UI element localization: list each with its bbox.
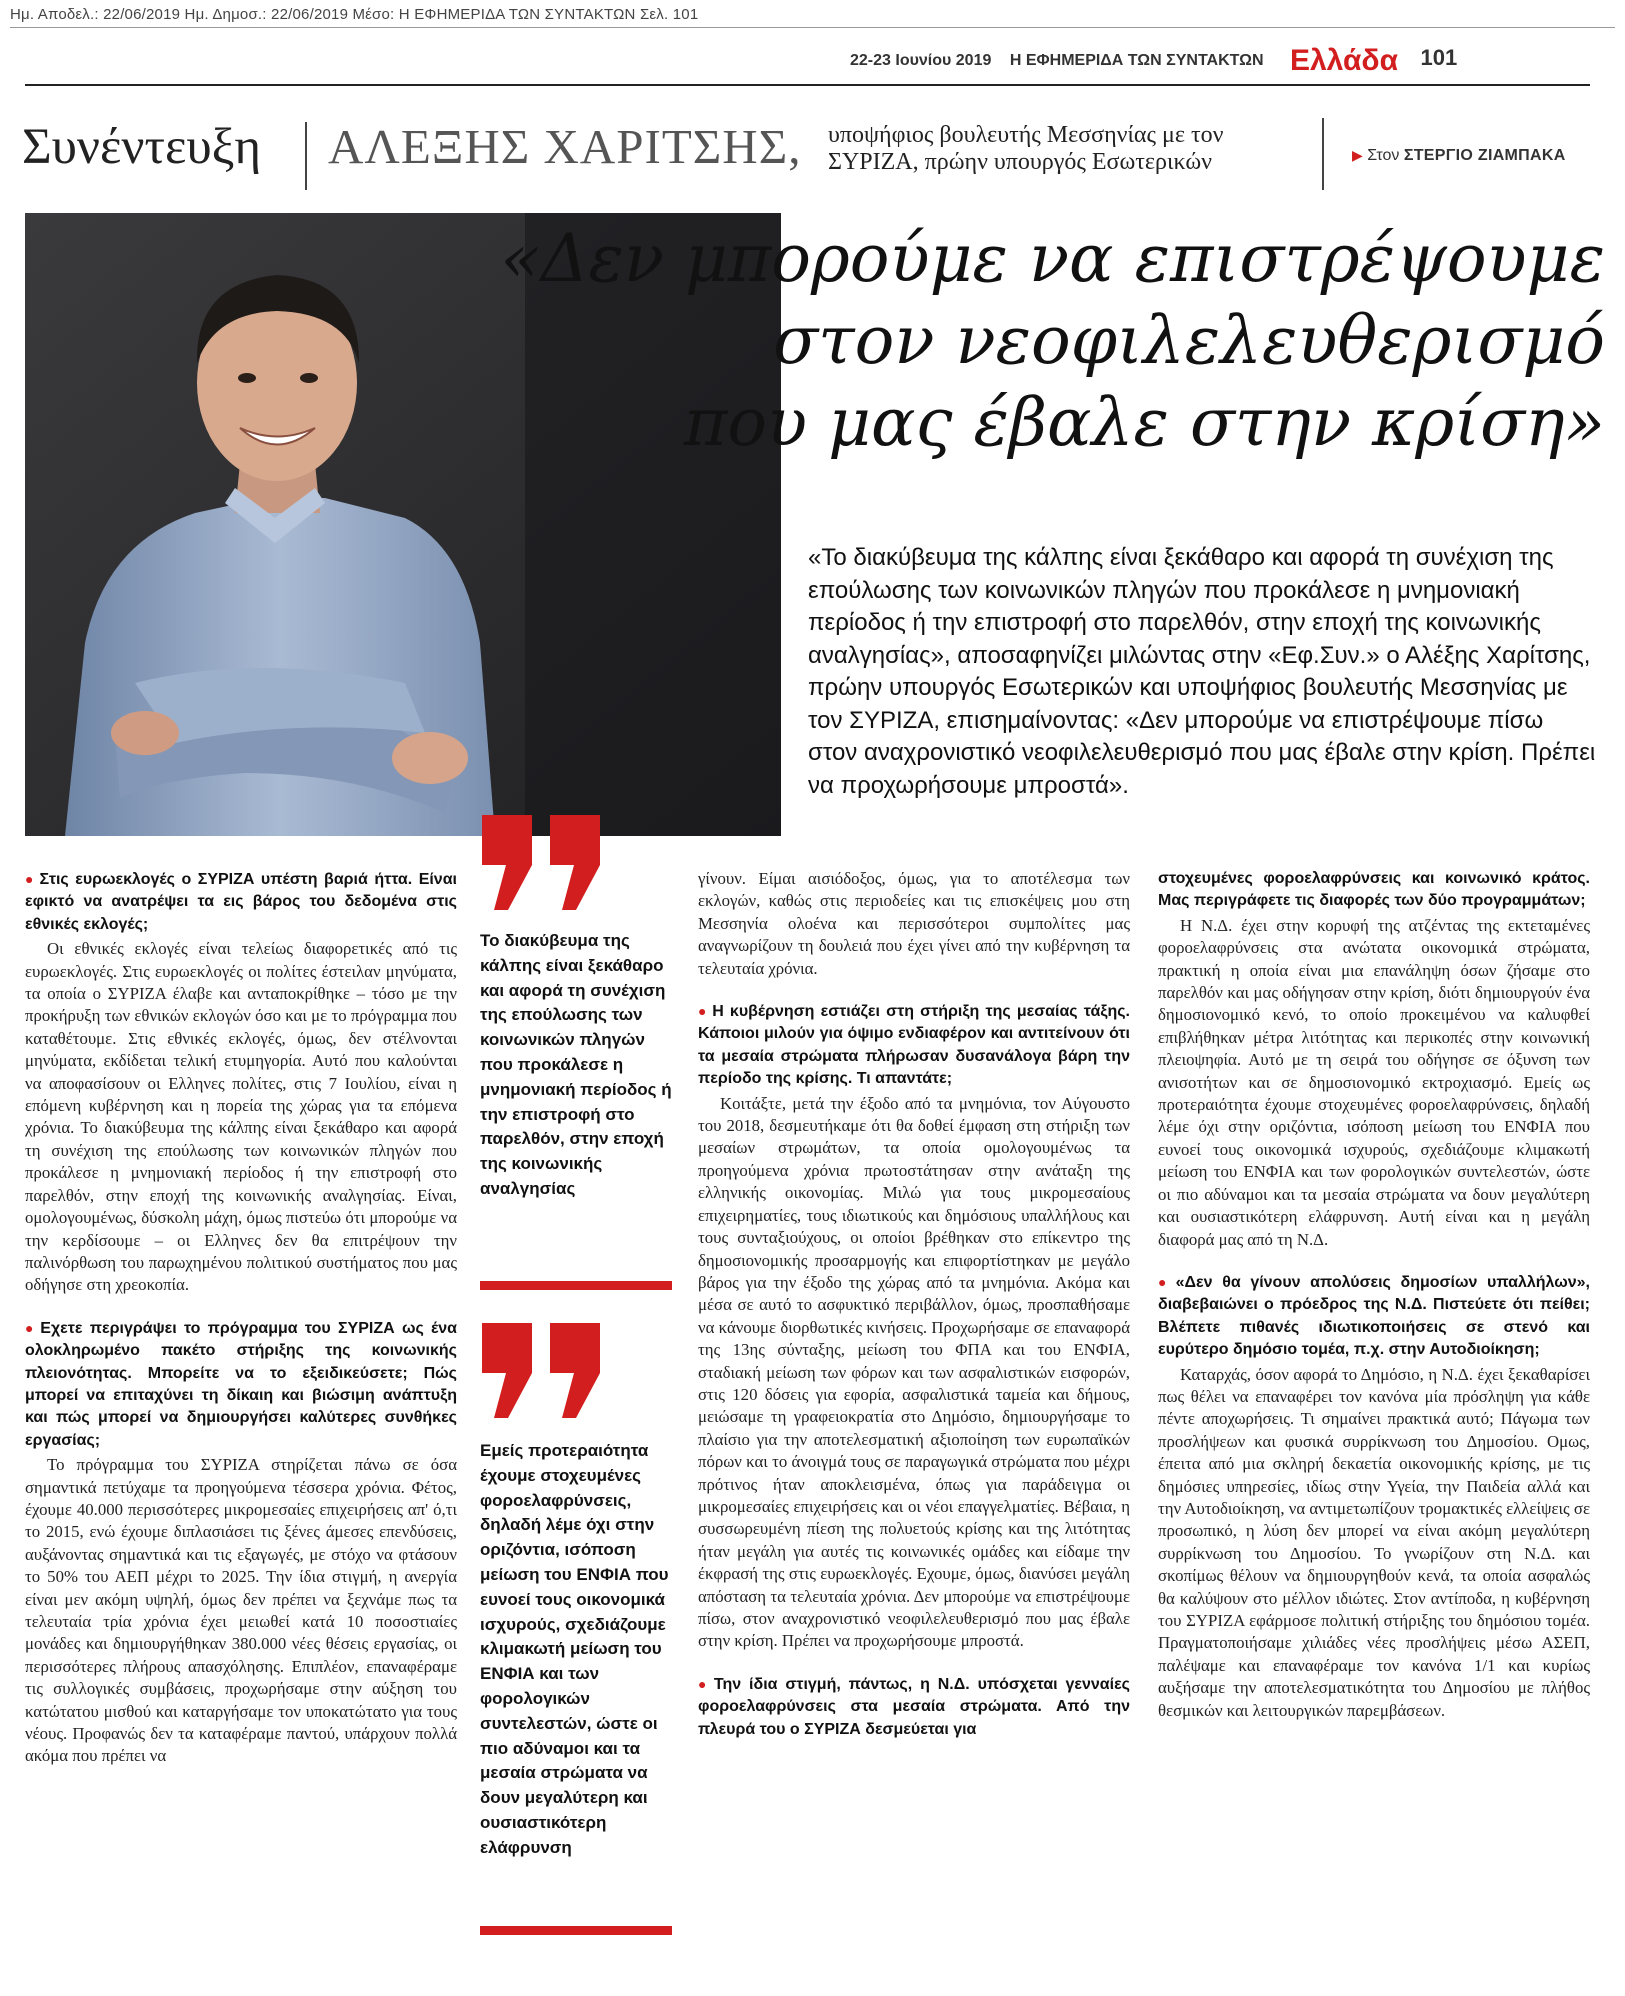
- byline-prefix: Στον: [1367, 147, 1400, 164]
- article-column-1: [25, 868, 457, 1768]
- masthead-page: 101: [1420, 45, 1458, 71]
- question-4-text: Την ίδια στιγμή, πάντως, η Ν.Δ. υπόσχεται γενναίες φοροελαφρύνσεις στα μεσαία στρώματα. Από την πλευρά του ο ΣΥΡΙΖΑ δεσμεύεται για: [698, 1675, 1130, 1738]
- answer-continued: γίνουν. Είμαι αισιόδοξος, όμως, για το αποτέλεσμα των εκλογών, καθώς στις περιοδείες και τις επισκέψεις μου στη Μεσσηνία ολοένα και περισσότεροι συμπολίτες μας αναγνωρίζουν τη δουλειά που έχει γίνει από την κυβέρνηση τα τελευταία χρόνια.: [698, 869, 1130, 978]
- spacer: [1158, 1251, 1590, 1271]
- quote-mark-icon: [480, 1323, 610, 1418]
- article-column-3: [698, 868, 1130, 1743]
- pull-quote-2-text: Εμείς προτεραιότητα έχουμε στοχευμένες φοροελαφρύνσεις, δηλαδή λέμε όχι στην οριζόντια, ισόποση μείωση του ΕΝΦΙΑ που ευνοεί τους οικονομικά ισχυρούς, σχεδιάζουμε κλιμακωτή μείωση του ΕΝΦΙΑ και των φορολογικών συντελεστών, ώστε οι πιο αδύναμοι και τα μεσαία στρώματα να δουν μεγαλύτερη και ουσιαστικότερη ελάφρυνση: [480, 1441, 669, 1857]
- headline-line-1: «Δεν μπορούμε να επιστρέψουμε: [500, 220, 1605, 297]
- headline: [445, 218, 1605, 464]
- byline-arrow-icon: ▶: [1352, 147, 1363, 163]
- spacer: [25, 1297, 457, 1317]
- question-2-text: Εχετε περιγράψει το πρόγραμμα του ΣΥΡΙΖΑ ως ένα ολοκληρωμένο πακέτο στήριξης της κοινωνικής πλειονότητας. Μπορείτε να το εξειδικεύσετε; Πώς μπορεί να επιταχύνει τη δίκαιη και βιώσιμη ανάπτυξη και πώς μπορεί να δημιουργήσει καλύτερες συνθήκες εργασίας;: [25, 1319, 457, 1449]
- reporter-byline: [1352, 147, 1566, 165]
- answer-2: Το πρόγραμμα του ΣΥΡΙΖΑ στηρίζεται πάνω σε όσα σημαντικά πετύχαμε τα προηγούμενα τέσσερα χρόνια. Φέτος, έχουμε 40.000 περισσότερες μικρομεσαίες επιχειρήσεις απ' ό,τι το 2015, ενώ έχουμε διπλασιάσει τις ξένες άμεσες επενδύσεις, αυξάνοντας σημαντικά και τις εξαγωγές, με στόχο να φτάσουν το 50% του ΑΕΠ μέχρι το 2025. Την ίδια στιγμή, η ανεργία είναι μεν ακόμη υψηλή, όμως δεν πρέπει να ξεχνάμε πως τα τελευταία τρία χρόνια έχει μειωθεί κατά 10 ποσοστιαίες μονάδες και δημιουργήθηκαν 380.000 νέες θέσεις εργασίας, οι περισσότερες πλήρους απασχόλησης. Επιπλέον, επαναφέραμε τις συλλογικές συμβάσεις, προχωρήσαμε στην αύξηση του κατώτατου μισθού και καταργήσαμε τον υποκατώτατο για τους νέους. Προφανώς δεν τα καταφέραμε παντού, υπάρχουν πολλά ακόμα που πρέπει να: [25, 1455, 457, 1766]
- question-3-text: Η κυβέρνηση εστιάζει στη στήριξη της μεσαίας τάξης. Κάποιοι μιλούν για όψιμο ενδιαφέρον και αντιτείνουν ότι τα μεσαία στρώματα πλήρωσαν δυσανάλογα βάρη την περίοδο της κρίσης. Τι απαντάτε;: [698, 1003, 1130, 1088]
- question-3: [698, 1000, 1130, 1091]
- question-1-text: Στις ευρωεκλογές ο ΣΥΡΙΖΑ υπέστη βαριά ήττα. Είναι εφικτό να ανατρέψει τα εις βάρος του δεδομένα στις εθνικές εκλογές;: [25, 871, 457, 933]
- question-4-continued: στοχευμένες φοροελαφρύνσεις και κοινωνικό κράτος. Μας περιγράφετε τις διαφορές των δύο προγραμμάτων;: [1158, 870, 1590, 910]
- answer-5: Καταρχάς, όσον αφορά το Δημόσιο, η Ν.Δ. έχει ξεκαθαρίσει πως θέλει να επαναφέρει τον κανόνα μία πρόσληψη για κάθε πέντε αποχωρήσεις. Τι σημαίνει πρακτικά αυτό; Πάγωμα των προσλήψεων και φυσικά συρρίκνωση του Δημοσίου. Ομως, έπειτα από μια σκληρή δεκαετία οικονομικής κρίσης, με τις δημόσιες υπηρεσίες, ιδίως στην Υγεία, την Παιδεία αλλά και την Αυτοδιοίκηση, να αντιμετωπίζουν τρομακτικές ελλείψεις σε προσωπικό, η λύση δεν μπορεί να είναι ακόμη μεγαλύτερη συρρίκνωση του Δημοσίου. Το γνωρίζουν στη Ν.Δ. και σκοπίμως θέλουν να δημιουργηθούν κενά, τα οποία ασφαλώς θα καλύψουν στο μέλλον ιδιώτες. Στον αντίποδα, η κυβέρνηση του ΣΥΡΙΖΑ εφάρμοσε πολιτική στήριξης του δημόσιου τομέα. Πραγματοποιήσαμε χιλιάδες νέες προσλήψεις μέσω ΑΣΕΠ, παλέψαμε και επαναφέραμε τον κανόνα 1/1 και κυρίως αυξήσαμε την αποτελεσματικότητα του Δημοσίου με πλήθος θεσμικών και λειτουργικών παρεμβάσεων.: [1158, 1364, 1590, 1720]
- interviewee-description: υποψήφιος βουλευτής Μεσσηνίας με τον ΣΥΡΙΖΑ, πρώην υπουργός Εσωτερικών: [828, 122, 1224, 175]
- answer-4: Η Ν.Δ. έχει στην κορυφή της ατζέντας της εκτεταμένες φοροελαφρύνσεις στα ανώτατα οικονομικά στρώματα, πρακτική η οποία είναι μια επανάληψη όσων ζήσαμε στο παρελθόν και μας οδήγησαν στην κρίση, διότι δημιουργούν ένα δημοσιονομικό κενό, το οποίο προκειμένου να καλυφθεί επιβλήθηκαν μέτρα λιτότητας και περικοπές στην κοινωνική πλειοψηφία. Αυτό με τη σειρά του οδήγησε σε όξυνση των ανισοτήτων και σε δημοσιονομικό εκτροχιασμό. Εμείς ως προτεραιότητα έχουμε στοχευμένες φοροελαφρύνσεις, δηλαδή λέμε όχι στην οριζόντια, ισόποση μείωση του ΕΝΦΙΑ που ευνοεί τους οικονομικά ισχυρούς, σχεδιάζουμε κλιμακωτή μείωση του ΕΝΦΙΑ και των φορολογικών συντελεστών, ώστε οι πιο αδύναμοι και τα μεσαία στρώματα να δουν μεγαλύτερη και ουσιαστικότερη ελάφρυνση. Αυτή είναι και η μεγάλη διαφορά μας από τη Ν.Δ.: [1158, 915, 1590, 1249]
- header-divider-2: [1322, 118, 1324, 190]
- spacer: [698, 980, 1130, 1000]
- interviewee-name: ΑΛΕΞΗΣ ΧΑΡΙΤΣΗΣ,: [328, 119, 802, 174]
- pull-quote-1: [480, 815, 672, 1202]
- bullet-icon: ●: [698, 1675, 710, 1692]
- pull-quote-1-text: Το διακύβευμα της κάλπης είναι ξεκάθαρο και αφορά τη συνέχιση της επούλωσης των κοινωνικών πληγών που προκάλεσε η μνημονιακή περίοδος ή την επιστροφή στο παρελθόν, στην εποχή της κοινωνικής αναλγησίας: [480, 931, 672, 1198]
- masthead-rule: [25, 84, 1590, 86]
- lede-paragraph: «Το διακύβευμα της κάλπης είναι ξεκάθαρο και αφορά τη συνέχιση της επούλωσης των κοινωνικών πληγών που προκάλεσε η μνημονιακή περίοδος ή την επιστροφή στο παρελθόν, στην εποχή της κοινωνικής αναλγησίας», αποσαφηνίζει μιλώντας στην «Εφ.Συν.» ο Αλέξης Χαρίτσης, πρώην υπουργός Εσωτερικών και υποψήφιος βουλευτής Μεσσηνίας με τον ΣΥΡΙΖΑ, επισημαίνοντας: «Δεν μπορούμε να επιστρέψουμε πίσω στον αναχρονιστικό νεοφιλελευθερισμό που μας έβαλε στην κρίση. Πρέπει να προχωρήσουμε μπροστά».: [808, 544, 1596, 799]
- question-5: [1158, 1271, 1590, 1362]
- bullet-icon: ●: [25, 871, 36, 887]
- bullet-icon: ●: [1158, 1273, 1172, 1290]
- headline-line-2: στον νεοφιλελευθερισμό: [773, 302, 1605, 379]
- answer-1: Οι εθνικές εκλογές είναι τελείως διαφορετικές από τις ευρωεκλογές. Στις ευρωεκλογές οι πολίτες έστειλαν μηνύματα, τα οποία ο ΣΥΡΙΖΑ έλαβε και ανταποκρίθηκε – τόσο με την προκήρυξη των εθνικών εκλογών όσο και με το πρόγραμμα που καταθέτουμε. Στις εθνικές εκλογές, όμως, δεν στέλνονται μηνύματα, εκδίδεται τελική ετυμηγορία. Αυτό που καλούνται να αποφασίσουν οι Ελληνες πολίτες, στις 7 Ιουλίου, είναι η επόμενη κυβέρνηση και η πορεία της χώρας για τα επόμενα χρόνια. Το διακύβευμα της κάλπης είναι ξεκάθαρο και αφορά τη συνέχιση της επούλωσης των κοινωνικών πληγών που προκάλεσε η μνημονιακή περίοδος ή την επιστροφή στο παρελθόν, στην εποχή της κοινωνικής αναλγησίας. Είναι, ομολογουμένως, δύσκολη μάχη, όμως πιστεύω ότι μπορούμε να την κερδίσουμε – οι Ελληνες δεν θα επιτρέψουν την παλινόρθωση του παρωχημένου πολιτικού συστήματος που μας οδήγησε στη χρεοκοπία.: [25, 939, 457, 1295]
- article-column-4: [1158, 868, 1590, 1722]
- header-divider: [305, 122, 307, 190]
- question-4: [698, 1673, 1130, 1741]
- bullet-icon: ●: [25, 1319, 37, 1336]
- spacer: [698, 1653, 1130, 1673]
- pull-quote-rule: [480, 1281, 672, 1290]
- question-2: [25, 1317, 457, 1452]
- answer-3: Κοιτάξτε, μετά την έξοδο από τα μνημόνια, τον Αύγουστο του 2018, δεσμευτήκαμε ότι θα δοθεί έμφαση στη στήριξη των μεσαίων στρωμάτων, τα οποία ομολογουμένως τα προηγούμενα χρόνια πρωτοστάτησαν στην ανάταξη της ελληνικής οικονομίας. Μιλώ για τους μικρομεσαίους επιχειρηματίες, τους ιδιωτικούς και δημόσιους υπαλλήλους και τους συνταξιούχους, οι οποίοι βρέθηκαν στο επίκεντρο της δημοσιονομικής προσαρμογής και επιφορτίστηκαν με μεγάλο βάρος για την έξοδο της χώρας από τα μνημόνια. Ακόμα και μέσα σε αυτό το ασφυκτικό περιβάλλον, όμως, προσπαθήσαμε να κάνουμε διορθωτικές κινήσεις. Προχωρήσαμε σε επαναφορά της 13ης σύνταξης, μείωση του ΦΠΑ και του ΕΝΦΙΑ, σταδιακή μείωση των φόρων και των ασφαλιστικών εισφορών, στις 120 δόσεις για εφορία, ασφαλιστικά ταμεία και δήμους, μειώσαμε τη γραφειοκρατία στο Δημόσιο, δημιουργήσαμε το πλαίσιο για την αποτελεσματική αξιοποίηση των ευρωπαϊκών πόρων και το άνοιγμά τους σε παραγωγικά στρώματα που μέχρι πρότινος ήταν αποκλεισμένα, όπως για παράδειγμα οι μικρομεσαίες επιχειρήσεις και οι νέοι επαγγελματίες. Βέβαια, η συσσωρευμένη πίεση της πολυετούς κρίσης και της λιτότητας ήταν μεγάλη για αυτές τις κοινωνικές ομάδες και είδαμε την έκφρασή της στις ευρωεκλογές. Εχουμε, όμως, διανύσει μεγάλη απόσταση τα τελευταία χρόνια. Δεν μπορούμε να επιστρέψουμε πίσω, στον αναχρονιστικό νεοφιλελευθερισμό που μας έβαλε στην κρίση. Πρέπει να προχωρήσουμε μπροστά.: [698, 1093, 1130, 1651]
- masthead-date: 22-23 Ιουνίου 2019: [850, 52, 992, 70]
- masthead-section: Ελλάδα: [1289, 44, 1399, 77]
- section-label: Συνέντευξη: [22, 119, 262, 175]
- clipping-info: Ημ. Αποδελ.: 22/06/2019 Ημ. Δημοσ.: 22/06/2019 Μέσο: Η ΕΦΗΜΕΡΙΔΑ ΤΩΝ ΣΥΝΤΑΚΤΩΝ Σελ. 101: [10, 6, 699, 23]
- masthead-paper: Η ΕΦΗΜΕΡΙΔΑ ΤΩΝ ΣΥΝΤΑΚΤΩΝ: [1009, 52, 1264, 70]
- quote-mark-icon: [480, 815, 610, 910]
- bullet-icon: ●: [698, 1003, 709, 1020]
- question-5-text: «Δεν θα γίνουν απολύσεις δημοσίων υπαλλήλων», διαβεβαιώνει ο πρόεδρος της Ν.Δ. Πιστεύετε ότι πείθει; Βλέπετε πιθανές ιδιωτικοποιήσεις σε στενό και ευρύτερο δημόσιο τομέα, π.χ. στην Αυτοδιοίκηση;: [1158, 1273, 1590, 1359]
- question-1: [25, 868, 457, 936]
- headline-line-3: που μας έβαλε στην κρίση»: [683, 384, 1605, 461]
- clipping-divider: [10, 27, 1615, 28]
- pull-quote-2: [480, 1323, 672, 1861]
- reporter-name: ΣΤΕΡΓΙΟ ΖΙΑΜΠΑΚΑ: [1403, 147, 1566, 164]
- pull-quote-rule-2: [480, 1926, 672, 1935]
- masthead: [850, 44, 1457, 78]
